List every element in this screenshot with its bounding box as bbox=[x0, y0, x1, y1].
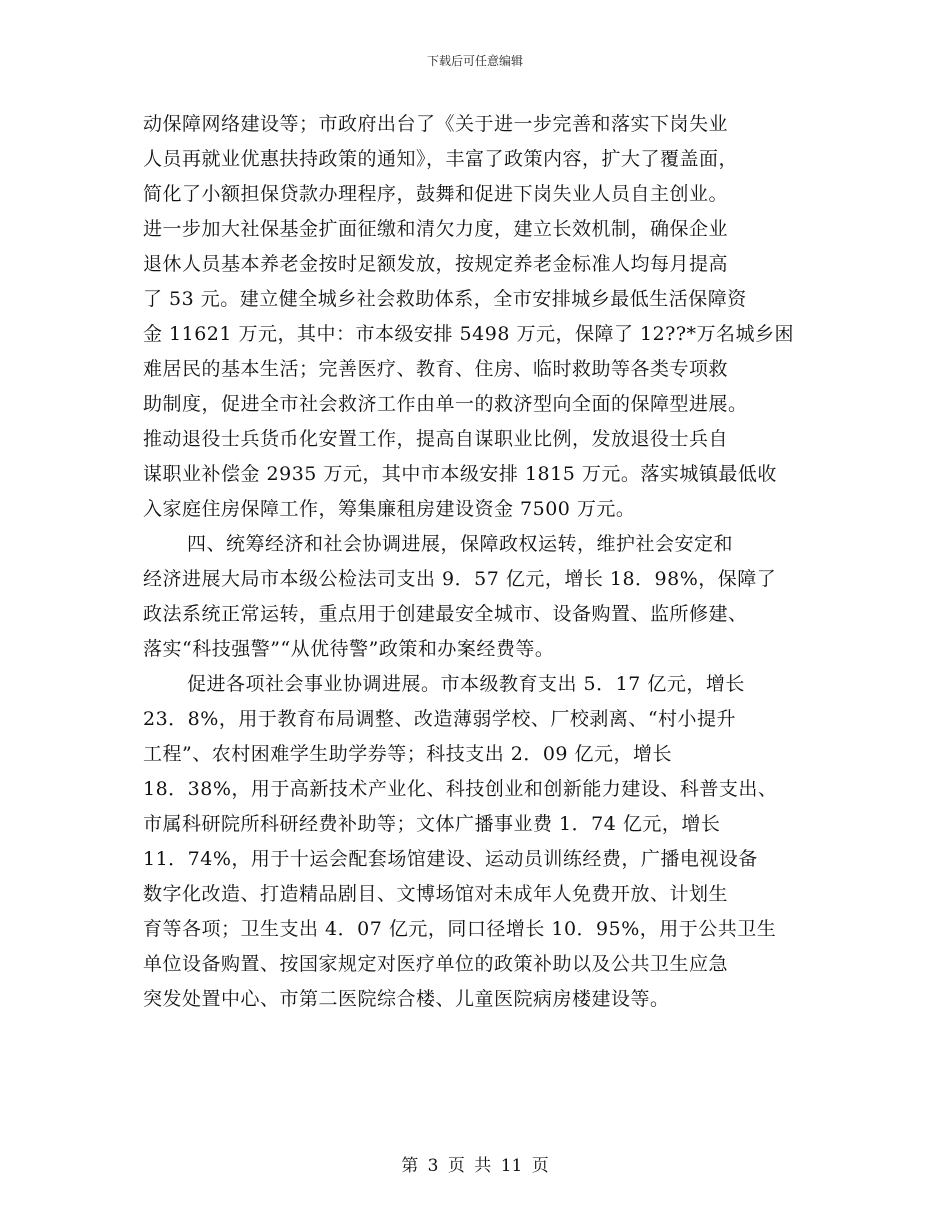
page-header: 下载后可任意编辑 bbox=[426, 54, 523, 68]
text-line: 落实“科技强警”“从优待警”政策和办案经费等。 bbox=[143, 638, 555, 660]
text-line: 推动退役士兵货币化安置工作，提高自谋职业比例，发放退役士兵自 bbox=[143, 428, 729, 450]
text-line: 金 11621 万元，其中：市本级安排 5498 万元，保障了 12??*万名城乡困 bbox=[143, 323, 795, 345]
text-line: 了 53 元。建立健全城乡社会救助体系，全市安排城乡最低生活保障资 bbox=[143, 288, 747, 310]
text-line: 难居民的基本生活；完善医疗、教育、住房、临时救助等各类专项救 bbox=[143, 358, 729, 380]
text-line: 市属科研院所科研经费补助等；文体广播事业费 1．74 亿元，增长 bbox=[143, 813, 721, 835]
document-body bbox=[143, 107, 823, 1017]
text-line: 经济进展大局市本级公检法司支出 9．57 亿元，增长 18．98%，保障了 bbox=[143, 568, 777, 590]
text-line: 人员再就业优惠扶持政策的通知》，丰富了政策内容，扩大了覆盖面， bbox=[143, 148, 739, 170]
text-line: 入家庭住房保障工作，筹集廉租房建设资金 7500 万元。 bbox=[143, 498, 636, 520]
text-line: 11．74%，用于十运会配套场馆建设、运动员训练经费，广播电视设备 bbox=[143, 848, 758, 870]
text-line: 助制度，促进全市社会救济工作由单一的救济型向全面的保障型进展。 bbox=[143, 393, 748, 415]
paragraph-start-line: 促进各项社会事业协调进展。市本级教育支出 5．17 亿元，增长 bbox=[187, 673, 745, 695]
text-line: 动保障网络建设等；市政府出台了《关于进一步完善和落实下岗失业 bbox=[143, 113, 729, 135]
text-line: 谋职业补偿金 2935 万元，其中市本级安排 1815 万元。落实城镇最低收 bbox=[143, 463, 777, 485]
text-line: 数字化改造、打造精品剧目、文博场馆对未成年人免费开放、计划生 bbox=[143, 883, 729, 905]
text-line: 18．38%，用于高新技术产业化、科技创业和创新能力建设、科普支出、 bbox=[143, 778, 778, 800]
text-line: 23．8%，用于教育布局调整、改造薄弱学校、厂校剥离、“村小提升 bbox=[143, 708, 737, 730]
paragraph-start-line: 四、统筹经济和社会协调进展，保障政权运转，维护社会安定和 bbox=[187, 533, 734, 555]
text-line: 单位设备购置、按国家规定对医疗单位的政策补助以及公共卫生应急 bbox=[143, 953, 729, 975]
text-line: 进一步加大社保基金扩面征缴和清欠力度，建立长效机制，确保企业 bbox=[143, 218, 729, 240]
text-line: 突发处置中心、市第二医院综合楼、儿童医院病房楼建设等。 bbox=[143, 988, 670, 1010]
text-line: 政法系统正常运转，重点用于创建最安全城市、设备购置、监所修建、 bbox=[143, 603, 748, 625]
page-number-footer: 第 3 页 共 11 页 bbox=[401, 1156, 549, 1176]
text-line: 育等各项；卫生支出 4．07 亿元，同口径增长 10．95%，用于公共卫生 bbox=[143, 918, 777, 940]
text-line: 工程”、农村困难学生助学券等；科技支出 2．09 亿元，增长 bbox=[143, 743, 673, 765]
text-line: 简化了小额担保贷款办理程序，鼓舞和促进下岗失业人员自主创业。 bbox=[143, 183, 729, 205]
text-line: 退休人员基本养老金按时足额发放，按规定养老金标准人均每月提高 bbox=[143, 253, 729, 275]
